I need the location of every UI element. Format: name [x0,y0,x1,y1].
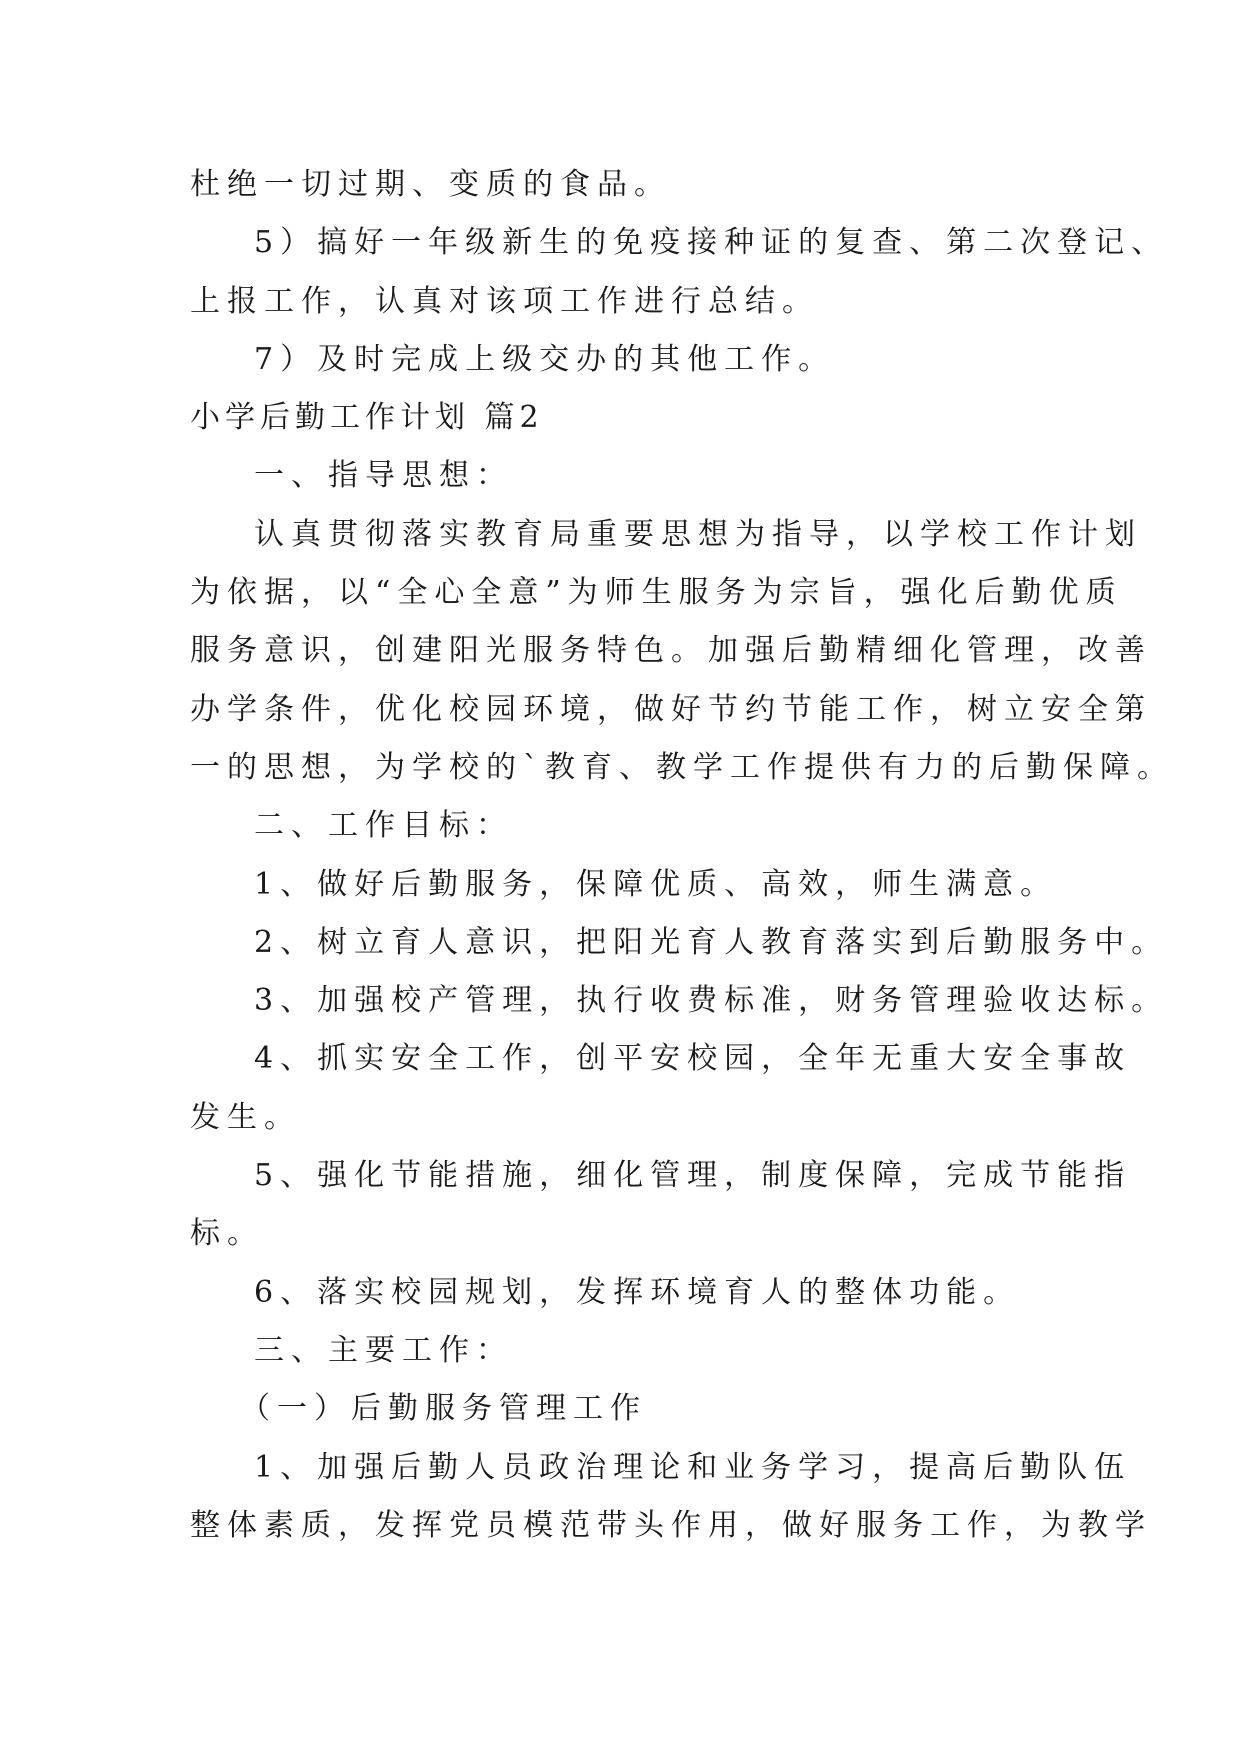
text-line: 认真贯彻落实教育局重要思想为指导，以学校工作计划 [254,516,1142,552]
list-item: 1、加强后勤人员政治理论和业务学习，提高后勤队伍 [254,1449,1132,1485]
list-item: 5、强化节能措施，细化管理，制度保障，完成节能指 [254,1158,1132,1194]
text-line: 为依据，以“全心全意”为师生服务为宗旨，强化后勤优质 [190,575,1123,611]
text-line: 5）搞好一年级新生的免疫接种证的复查、第二次登记、 [254,225,1169,261]
text-line: 上报工作，认真对该项工作进行总结。 [190,283,819,319]
section-heading: 三、主要工作： [254,1332,513,1368]
list-item: 6、落实校园规划，发挥环境育人的整体功能。 [254,1274,1021,1310]
text-line: 整体素质，发挥党员模范带头作用，做好服务工作，为教学 [190,1507,1152,1543]
list-item: 1、做好后勤服务，保障优质、高效，师生满意。 [254,866,1058,902]
section-title: 小学后勤工作计划 篇2 [190,400,544,436]
text-line: 一的思想，为学校的`教育、教学工作提供有力的后勤保障。 [190,749,1174,785]
section-heading: 二、工作目标： [254,808,513,844]
text-line: 服务意识，创建阳光服务特色。加强后勤精细化管理，改善 [190,633,1152,669]
text-line: 标。 [190,1216,264,1252]
list-item: 2、树立育人意识，把阳光育人教育落实到后勤服务中。 [254,924,1169,960]
document-body [190,156,1174,1555]
text-line: 发生。 [190,1099,301,1135]
text-line: 办学条件，优化校园环境，做好节约节能工作，树立安全第 [190,691,1152,727]
text-line: 杜绝一切过期、变质的食品。 [190,167,671,202]
section-heading: 一、指导思想： [254,458,513,494]
list-item: 4、抓实安全工作，创平安校园，全年无重大安全事故 [254,1041,1132,1077]
list-item: 3、加强校产管理，执行收费标准，财务管理验收达标。 [254,983,1169,1019]
subsection-heading: （一）后勤服务管理工作 [240,1391,647,1427]
text-line: 7）及时完成上级交办的其他工作。 [254,341,836,377]
